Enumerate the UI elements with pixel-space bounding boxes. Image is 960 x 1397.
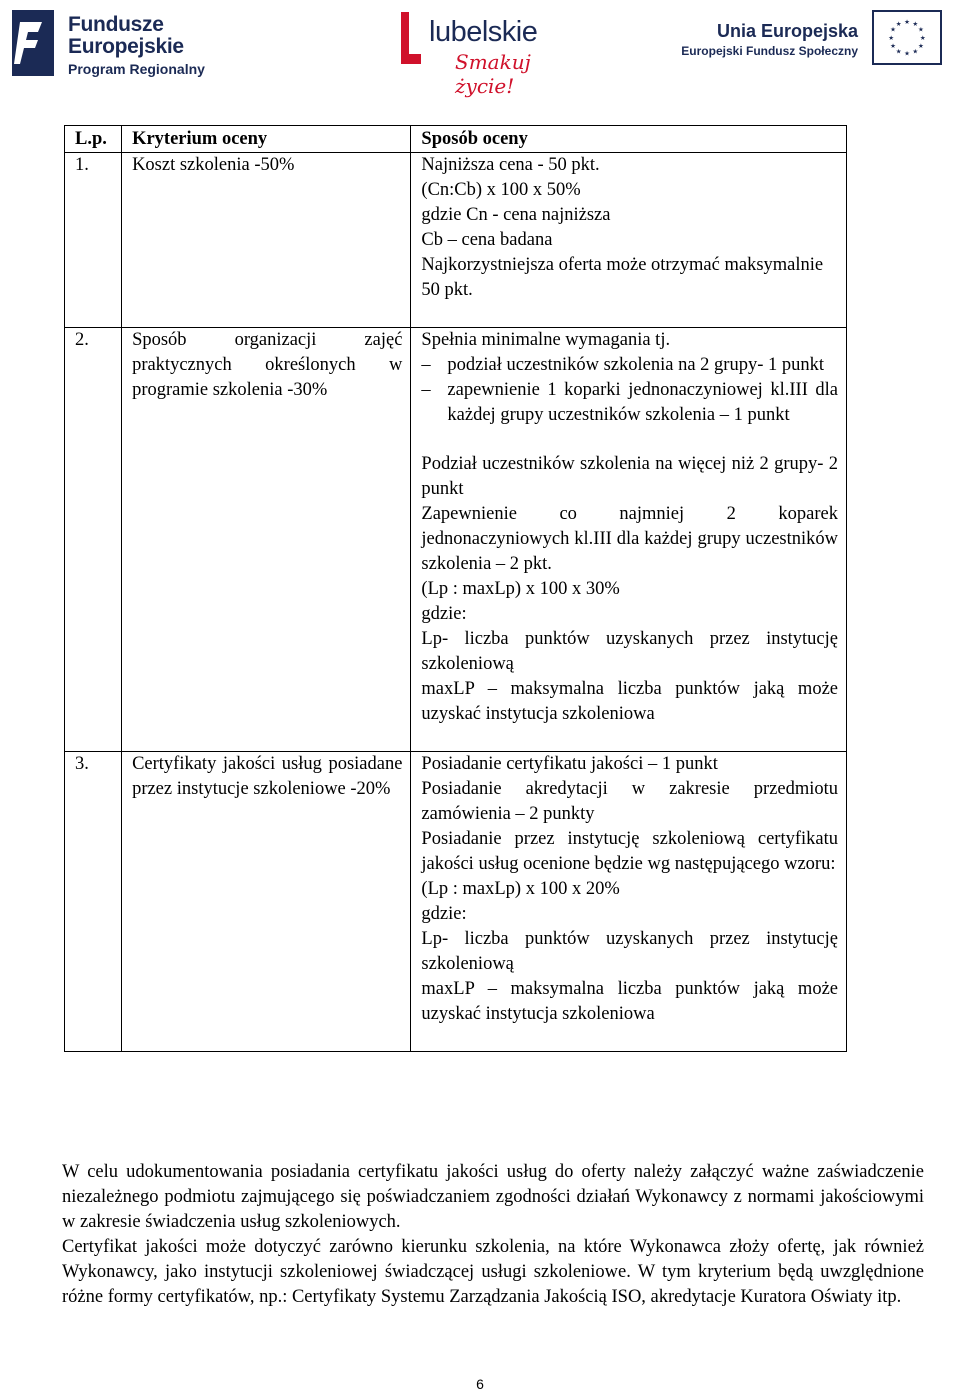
unia-europejska-logo [678,10,953,75]
paragraph-certificate: Certyfikat jakości może dotyczyć zarówno kierunku szkolenia, na które Wykonawca złoży ofertę, jak również Wykonawcy, jako instytucji szkoleniowej świadczącej usługi szkoleniowe. W tym kryterium będą uwzględnione różne formy certyfikatów, np.: Certyfikaty Systemu Zarządzania Jakością ISO, akredytacje Kuratora Oświaty itp. [62,1237,924,1307]
row1-line: Cb – cena badana [421,230,553,250]
svg-text:★: ★ [912,19,919,28]
header-criterion: Kryterium oceny [122,126,411,153]
row1-line: Najkorzystniejsza oferta może otrzymać maksymalnie 50 pkt. [421,255,824,300]
row2-intro: Spełnia minimalne wymagania tj. [421,330,671,350]
row1-lp: 1. [65,153,122,328]
row2-dash-item-1: podział uczestników szkolenia na 2 grupy- 1 punkt [447,355,825,375]
fe-logo-line3: Program Regionalny [68,61,205,77]
row2-method [411,328,847,752]
page-number: 6 [476,1376,484,1392]
row3-method [411,752,847,1052]
dash-bullet-icon: – [421,355,431,375]
dash-bullet-icon: – [421,380,431,400]
row3-formula: (Lp : maxLp) x 100 x 20% [421,879,620,899]
svg-text:★: ★ [895,19,902,28]
row2-dash-item-2: zapewnienie 1 koparki jednonaczyniowej kl.III dla każdej grupy uczestników szkolenia – 1 punkt [447,380,838,425]
svg-text:★: ★ [888,33,895,42]
row3-line1: Posiadanie certyfikatu jakości – 1 punkt [421,754,718,774]
row3-line3: Posiadanie przez instytucję szkoleniową certyfikatu jakości usług ocenione będzie wg następującego wzoru: [421,829,838,874]
fe-logo-text [68,14,205,80]
table-header-row [65,126,847,153]
row2-formula: (Lp : maxLp) x 100 x 30% [421,579,620,599]
svg-text:★: ★ [904,18,910,27]
table-row [65,328,847,752]
ue-logo-line2: Europejski Fundusz Społeczny [681,44,858,58]
criteria-table [64,125,847,1052]
row2-criterion: Sposób organizacji zajęć praktycznych określonych w programie szkolenia -30% [122,328,411,752]
paragraph-documentation: W celu udokumentowania posiadania certyfikatu jakości usług do oferty należy załączyć ważne zaświadczenie niezależnego podmiotu zajmującego się poświadczaniem zgodności działań Wykonawcy z normami jakościowymi w zakresie świadczenia usług szkoleniowych. [62,1162,924,1232]
row3-lp-definition: Lp- liczba punktów uzyskanych przez instytucję szkoleniową [421,929,838,974]
ue-logo-line1: Unia Europejska [716,21,858,41]
row2-para2: Zapewnienie co najmniej 2 koparek jednonaczyniowych kl.III dla każdej grupy uczestników szkolenia – 2 pkt. [421,504,838,574]
row2-lp: 2. [65,328,122,752]
spacer [421,303,838,327]
row1-criterion: Koszt szkolenia -50% [122,153,411,328]
row1-method [411,153,847,328]
body-text [62,1160,924,1310]
svg-text:★: ★ [890,42,897,51]
lubelskie-logo-mark-icon [395,10,423,68]
fe-logo-line2: Europejskie [68,35,184,58]
svg-text:★: ★ [890,25,897,34]
row3-maxlp-definition: maxLP – maksymalna liczba punktów jaką może uzyskać instytucja szkoleniowa [421,979,838,1024]
row3-line2: Posiadanie akredytacji w zakresie przedmiotu zamówienia – 2 punkty [421,779,838,824]
svg-text:★: ★ [895,47,902,56]
row1-line: Najniższa cena - 50 pkt. [421,155,600,175]
svg-text:★: ★ [919,33,926,42]
spacer [421,1027,838,1051]
row2-maxlp-definition: maxLP – maksymalna liczba punktów jaką może uzyskać instytucja szkoleniowa [421,679,838,724]
lubelskie-logo [395,10,570,98]
row3-lp: 3. [65,752,122,1052]
row2-lp-definition: Lp- liczba punktów uzyskanych przez instytucję szkoleniową [421,629,838,674]
list-item [421,378,838,428]
svg-text:★: ★ [912,47,919,56]
row1-line: gdzie Cn - cena najniższa [421,205,611,225]
lubelskie-logo-slogan: Smakuj życie! [455,50,531,98]
table-row [65,752,847,1052]
table-row [65,153,847,328]
row3-criterion: Certyfikaty jakości usług posiadane przez instytucje szkoleniowe -20% [122,752,411,1052]
svg-text:★: ★ [904,49,910,58]
fe-logo-line1: Fundusze [68,13,164,36]
header-lp: L.p. [65,126,122,153]
svg-text:★: ★ [917,42,924,51]
fe-logo-mark-icon [8,6,58,80]
row2-para1: Podział uczestników szkolenia na więcej niż 2 grupy- 2 punkt [421,454,838,499]
header-method: Sposób oceny [411,126,847,153]
ue-logo-text [678,20,858,60]
row2-where: gdzie: [421,604,467,624]
row1-line: (Cn:Cb) x 100 x 50% [421,180,581,200]
spacer [421,428,838,452]
eu-flag-icon [872,10,942,65]
spacer [421,727,838,751]
fundusze-europejskie-logo [8,6,208,86]
svg-text:★: ★ [917,25,924,34]
row3-where: gdzie: [421,904,467,924]
page-header [0,0,960,100]
list-item [421,353,838,378]
lubelskie-logo-name: lubelskie [429,16,538,48]
